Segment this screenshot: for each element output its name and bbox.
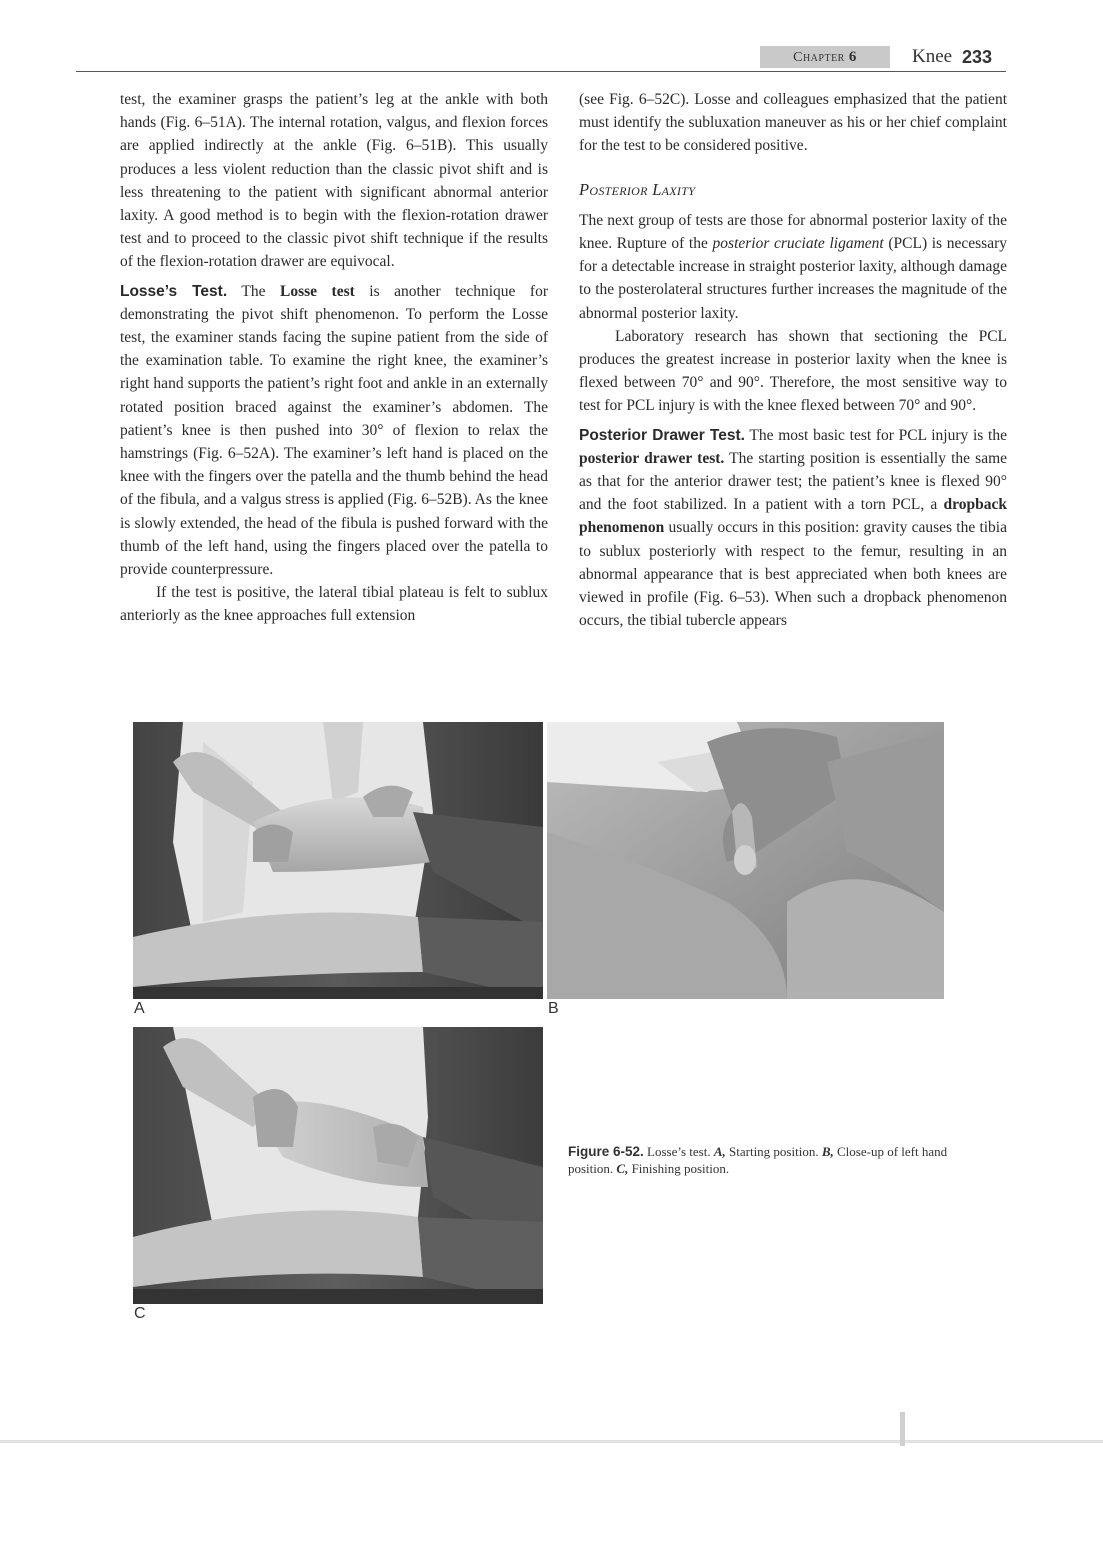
paragraph: (see Fig. 6–52C). Losse and colleagues emphasized that the patient must identify the subluxation maneuver as his or her chief complaint for the test to be considered positive. <box>579 91 1007 155</box>
photo-label-b: B <box>548 1000 559 1017</box>
photo-a-starting-position <box>133 722 543 999</box>
binding-mark <box>900 1412 905 1446</box>
header-rule <box>76 71 1006 72</box>
paragraph: Laboratory research has shown that sectioning the PCL produces the greatest increase in posterior laxity when the knee is flexed between 70° and 90°. Therefore, the most sensitive way to test for PCL injury is with the knee flexed between 70° and 90°. <box>579 327 1007 415</box>
photo-label-a: A <box>134 1000 145 1017</box>
running-header <box>0 44 1103 72</box>
paragraph-losse-test: Losse’s Test. The Losse test is another technique for demonstrating the pivot shift phenomenon. To perform the Losse test, the examiner stands facing the supine patient from the side of the examination table. To examine the right knee, the examiner’s right hand supports the patient’s right foot and ankle in an externally rotated position braced against the examiner’s abdomen. The patient’s knee is then pushed into 30° of flexion to relax the hamstrings (Fig. 6–52A). The examiner’s left hand is placed on the knee with the fingers over the patella and the thumb behind the head of the fibula, and a valgus stress is applied (Fig. 6–52B). As the knee is slowly extended, the head of the fibula is pushed forward with the thumb of the left hand, using the fingers placed over the patella to provide counterpressure. <box>120 282 548 579</box>
bold-term: posterior drawer test. <box>579 449 725 467</box>
paragraph-posterior-drawer: Posterior Drawer Test. The most basic test for PCL injury is the posterior drawer test. The starting position is essentially the same as that for the anterior drawer test; the patient’s knee is flexed 90° and the foot stabilized. In a patient with a torn PCL, a dropback phenomenon usually occurs in this position: gravity causes the tibia to sublux posteriorly with respect to the femur, resulting in an abnormal appearance that is best appreciated when both knees are viewed in profile (Fig. 6–53). When such a dropback phenomenon occurs, the tibial tubercle appears <box>579 426 1008 630</box>
right-column <box>579 88 1007 632</box>
chapter-tab <box>760 46 890 68</box>
page-number: 233 <box>962 47 993 67</box>
figure-caption: Figure 6-52. Losse’s test. A, Starting position. B, Close-up of left hand position. C, Finishing position. <box>568 1144 948 1176</box>
bold-term: Losse test <box>279 282 355 300</box>
photo-b-left-hand-close-up <box>547 722 944 999</box>
photo-label-c: C <box>134 1305 146 1322</box>
run-in-heading: Losse’s Test. <box>120 282 228 300</box>
scan-edge <box>0 1440 1103 1443</box>
paragraph: test, the examiner grasps the patient’s leg at the ankle with both hands (Fig. 6–51A). The internal rotation, valgus, and flexion forces are applied indirectly at the ankle (Fig. 6–51B). This usually produces a less violent reduction than the classic pivot shift and is less threatening to the patient with significant abnormal anterior laxity. A good method is to begin with the flexion-rotation drawer test and to proceed to the classic pivot shift technique if the results of the flexion-rotation drawer are equivocal. <box>120 91 548 271</box>
section-heading: Posterior Laxity <box>579 179 696 199</box>
section-name: Knee <box>912 46 953 67</box>
paragraph: The next group of tests are those for abnormal posterior laxity of the knee. Rupture of the posterior cruciate ligament (PCL) is necessary for a detectable increase in straight posterior laxity, although damage to the posterolateral structures further increases the magnitude of the abnormal posterior laxity. <box>579 211 1007 322</box>
bold-term: dropback phenomenon <box>579 496 1007 537</box>
left-column <box>120 88 548 628</box>
figure-number: Figure 6-52. <box>568 1144 644 1159</box>
italic-term: posterior cruciate ligament <box>712 235 884 253</box>
chapter-number: 6 <box>848 49 857 65</box>
chapter-label: Chapter <box>793 50 845 65</box>
paragraph: If the test is positive, the lateral tibial plateau is felt to sublux anteriorly as the knee approaches full extension <box>120 584 548 625</box>
photo-c-finishing-position <box>133 1027 543 1304</box>
run-in-heading: Posterior Drawer Test. <box>579 426 745 444</box>
